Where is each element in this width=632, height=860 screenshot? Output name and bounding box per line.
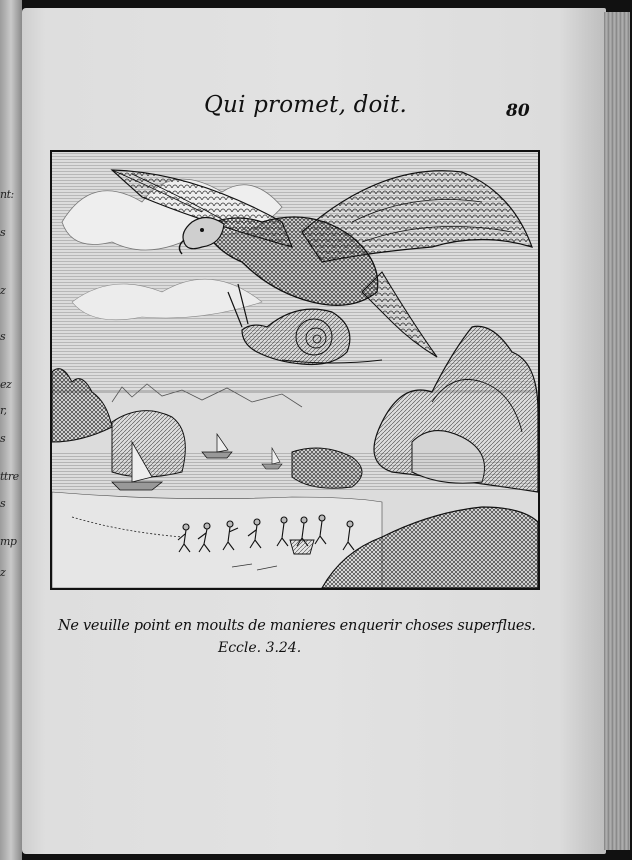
engraving-illustration [50,150,540,590]
margin-fragment: s [0,330,6,343]
margin-fragment: s [0,226,6,239]
margin-fragment: nt: [0,188,14,201]
scripture-reference: Eccle. 3.24. [218,640,302,656]
margin-fragment: ez [0,378,12,391]
margin-fragment: ttre [0,470,19,483]
emblem-caption: Ne veuille point en moults de manieres enquerir choses superflues. [58,618,536,634]
eagle-and-snail-engraving [52,152,538,588]
margin-fragment: mp [0,535,17,548]
margin-fragment: z [0,284,6,297]
margin-fragment: z [0,566,6,579]
page-number: 80 [506,101,530,121]
page-title: Qui promet, doit. [204,92,408,118]
left-page-edge [0,0,22,860]
margin-fragment: s [0,432,6,445]
page-edges [604,12,630,850]
margin-fragment: s [0,497,6,510]
margin-fragment: r, [0,404,7,417]
